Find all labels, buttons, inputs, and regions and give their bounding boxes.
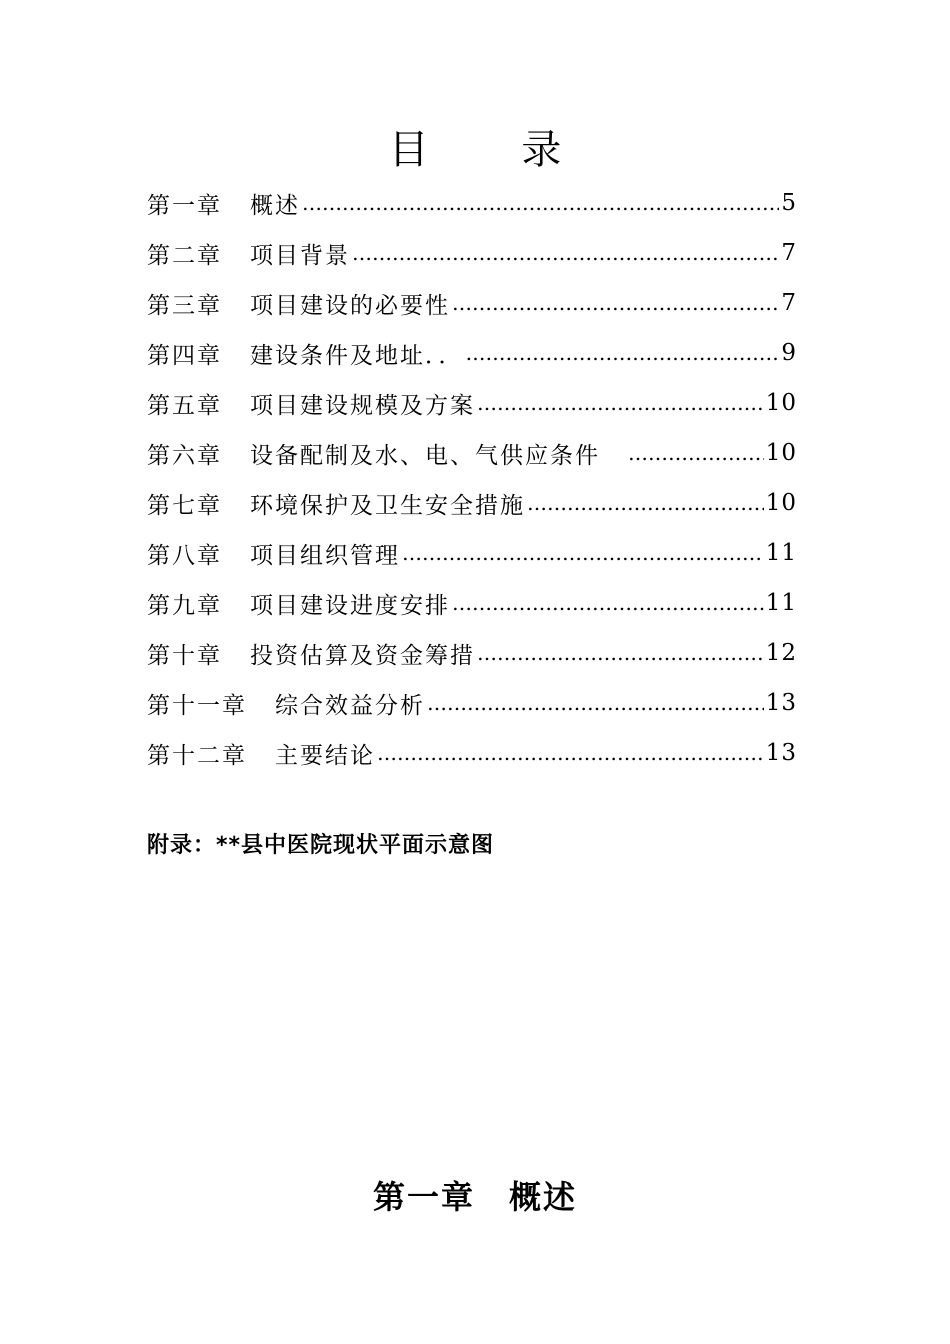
toc-page-number: 10 [765, 490, 797, 516]
toc-entry[interactable] [147, 628, 797, 678]
toc-chapter-number: 第二章 [147, 242, 222, 269]
toc-entry[interactable] [147, 528, 797, 578]
toc-entry[interactable] [147, 178, 797, 228]
chapter-heading-title: 概述 [509, 1178, 578, 1216]
toc-page-number: 10 [765, 440, 797, 466]
toc-chapter-number: 第八章 [147, 542, 222, 569]
toc-chapter-number: 第一章 [147, 192, 222, 219]
toc-chapter-name: 主要结论 [275, 742, 375, 769]
toc-entry[interactable] [147, 228, 797, 278]
toc-leader-dots [477, 391, 764, 415]
toc-chapter-name: 项目建设进度安排 [250, 592, 450, 619]
toc-chapter-number: 第四章 [147, 342, 222, 369]
toc-page-number: 13 [765, 690, 797, 716]
toc-leader-dots [628, 441, 764, 465]
toc-leader-dots [477, 641, 764, 665]
toc-chapter-name: 投资估算及资金筹措 [250, 642, 475, 669]
toc-leader-dots [377, 741, 764, 765]
toc-entry[interactable] [147, 428, 797, 478]
toc-page-number: 12 [765, 640, 797, 666]
toc-leader-dots [452, 291, 779, 315]
toc-chapter-name: 项目建设的必要性 [250, 292, 450, 319]
toc-leader-dots [402, 541, 764, 565]
toc-entry[interactable] [147, 578, 797, 628]
toc-page-number: 7 [781, 240, 797, 266]
toc-title: 目 录 [388, 127, 602, 173]
toc-chapter-name: 项目组织管理 [250, 542, 400, 569]
toc-chapter-number: 第十章 [147, 642, 222, 669]
chapter-heading-number: 第一章 [372, 1178, 475, 1216]
toc-chapter-name: 设备配制及水、电、气供应条件 [250, 442, 600, 469]
toc-entry[interactable] [147, 378, 797, 428]
toc-chapter-name: 项目建设规模及方案 [250, 392, 475, 419]
toc-entry[interactable] [147, 328, 797, 378]
toc-leader-dots [352, 241, 779, 265]
toc-leader-dots [527, 491, 764, 515]
toc-leader-dots [427, 691, 764, 715]
toc-leader-dots [452, 591, 764, 615]
toc-chapter-number: 第十二章 [147, 742, 247, 769]
appendix-note: 附录：**县中医院现状平面示意图 [147, 833, 495, 858]
toc-chapter-number: 第五章 [147, 392, 222, 419]
toc-chapter-number: 第九章 [147, 592, 222, 619]
toc-chapter-name: 综合效益分析 [275, 692, 425, 719]
toc-entry[interactable] [147, 278, 797, 328]
toc-chapter-number: 第三章 [147, 292, 222, 319]
chapter-heading [0, 1172, 950, 1218]
toc-page-number: 9 [781, 340, 797, 366]
toc-page-number: 11 [765, 540, 797, 566]
toc-chapter-number: 第七章 [147, 492, 222, 519]
toc-entry[interactable] [147, 728, 797, 778]
toc-page-number: 11 [765, 590, 797, 616]
toc-chapter-name: 项目背景 [250, 242, 350, 269]
toc-page-number: 7 [781, 290, 797, 316]
toc-chapter-number: 第六章 [147, 442, 222, 469]
toc-page-number: 10 [765, 390, 797, 416]
toc-leader-dots [466, 341, 780, 365]
toc-list [147, 178, 797, 778]
toc-leader-dots [302, 191, 779, 215]
toc-chapter-number: 第十一章 [147, 692, 247, 719]
toc-entry[interactable] [147, 678, 797, 728]
toc-entry[interactable] [147, 478, 797, 528]
toc-page-number: 13 [765, 740, 797, 766]
toc-chapter-name: 概述 [250, 192, 300, 219]
toc-chapter-name: 建设条件及地址．． [250, 342, 464, 369]
toc-chapter-name: 环境保护及卫生安全措施 [250, 492, 525, 519]
toc-page-number: 5 [781, 190, 797, 216]
